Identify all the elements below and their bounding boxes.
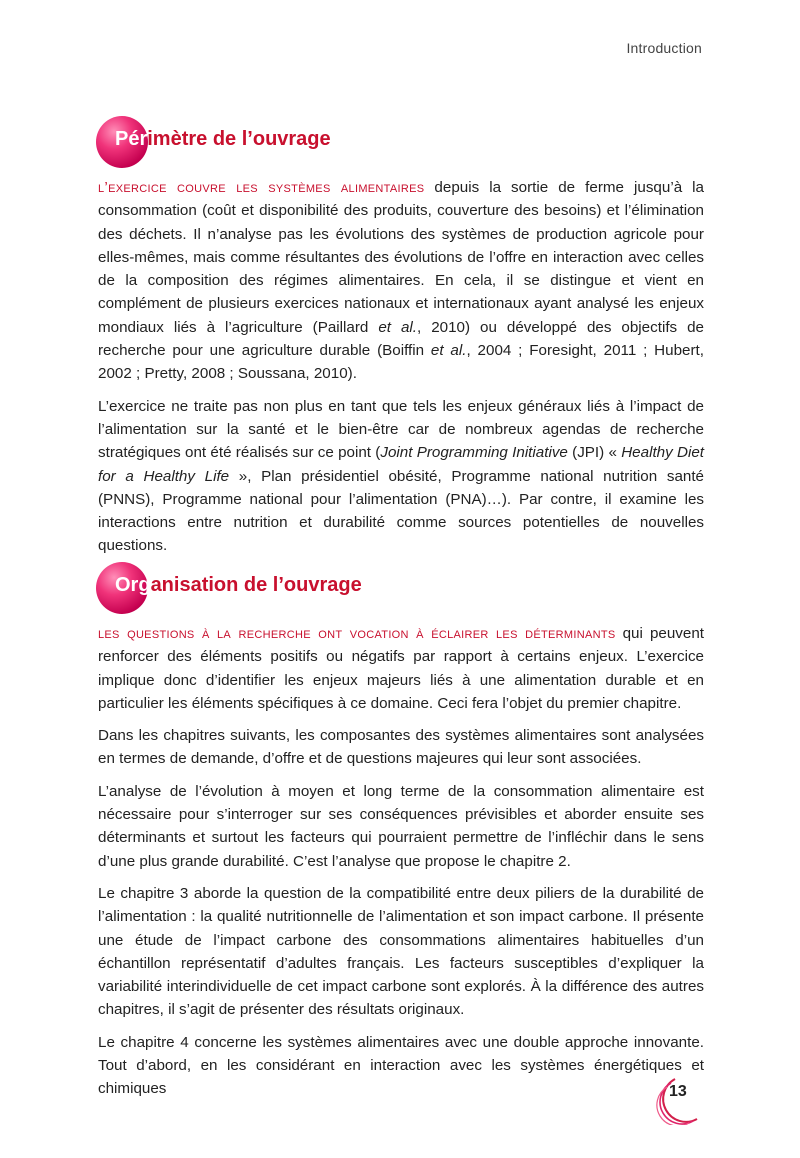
page-number: 13 (669, 1083, 687, 1100)
running-head: Introduction (626, 40, 702, 56)
section-body-organisation (98, 622, 704, 1110)
paragraph: Dans les chapitres suivants, les composantes des systèmes alimentaires sont analysées en termes de demande, d’offre et de questions majeures qui leur sont associées. (98, 727, 704, 768)
paragraph: L’analyse de l’évolution à moyen et long terme de la consommation alimentaire est nécessaire pour s’interroger sur ses conséquences prévisibles et aborder ensuite ses déterminants et surtout les facteurs qui pourraient permettre de l’infléchir dans le sens d’une plus grande durabilité. C’est l’analyse que propose le chapitre 2. (98, 782, 704, 870)
lead-in: les questions à la recherche ont vocation à éclairer les déterminants (98, 625, 616, 642)
section-title: Périmètre de l’ouvrage (115, 128, 331, 150)
paragraph: l’exercice couvre les systèmes alimentaires depuis la sortie de ferme jusqu’à la consommation (coût et disponibilité des produits, couverture des besoins) et l’élimination des déchets. Il n’analyse pas les évolutions des systèmes de production agricole pour elles-mêmes, mais comme résultantes des évolutions de l’offre en interaction avec celles de la composition des régimes alimentaires. En cela, il se distingue et vient en complément de plusieurs exercices nationaux et internationaux ayant analysé les enjeux mondiaux liés à l’agriculture (Paillard et al., 2010) ou développé des objectifs de recherche pour une agriculture durable (Boiffin et al., 2004 ; Foresight, 2011 ; Hubert, 2002 ; Pretty, 2008 ; Soussana, 2010). (98, 179, 704, 383)
lead-in: l’exercice couvre les systèmes alimentaires (98, 179, 425, 196)
section-body-perimetre (98, 176, 704, 567)
paragraph: Le chapitre 4 concerne les systèmes alimentaires avec une double approche innovante. Tout d’abord, en les considérant en interaction avec les systèmes énergétiques et chimiques (98, 1033, 704, 1098)
page-number-badge (645, 1075, 705, 1125)
section-title: Organisation de l’ouvrage (115, 574, 362, 596)
section-heading-organisation (96, 562, 696, 614)
paragraph: L’exercice ne traite pas non plus en tant que tels les enjeux généraux liés à l’impact de l’alimentation sur la santé et le bien-être car de nombreux agendas de recherche stratégiques ont été réalisés sur ce point (Joint Programming Initiative (JPI) « Healthy Diet for a Healthy Life », Plan présidentiel obésité, Programme national nutrition santé (PNNS), Programme national pour l’alimentation (PNA)…). Par contre, il examine les interactions entre nutrition et durabilité comme sources potentielles de nouvelles questions. (98, 397, 705, 555)
section-heading-perimetre (96, 116, 696, 168)
paragraph: Le chapitre 3 aborde la question de la compatibilité entre deux piliers de la durabilité de l’alimentation : la qualité nutritionnelle de l’alimentation et son impact carbone. Il présente une étude de l’impact carbone des consommations alimentaires habituelles d’un échantillon représentatif d’adultes français. Les facteurs susceptibles d’expliquer la variabilité interindividuelle de cet impact carbone sont explorés. À la différence des autres chapitres, il s’agit de présenter des résultats originaux. (98, 884, 704, 1019)
paragraph: les questions à la recherche ont vocation à éclairer les déterminants qui peuvent renforcer des éléments positifs ou négatifs par rapport à certains enjeux. L’exercice implique donc d’identifier les enjeux majeurs liés à une alimentation durable et en particulier les éléments spécifiques à ce domaine. Ceci fera l’objet du premier chapitre. (98, 625, 704, 712)
